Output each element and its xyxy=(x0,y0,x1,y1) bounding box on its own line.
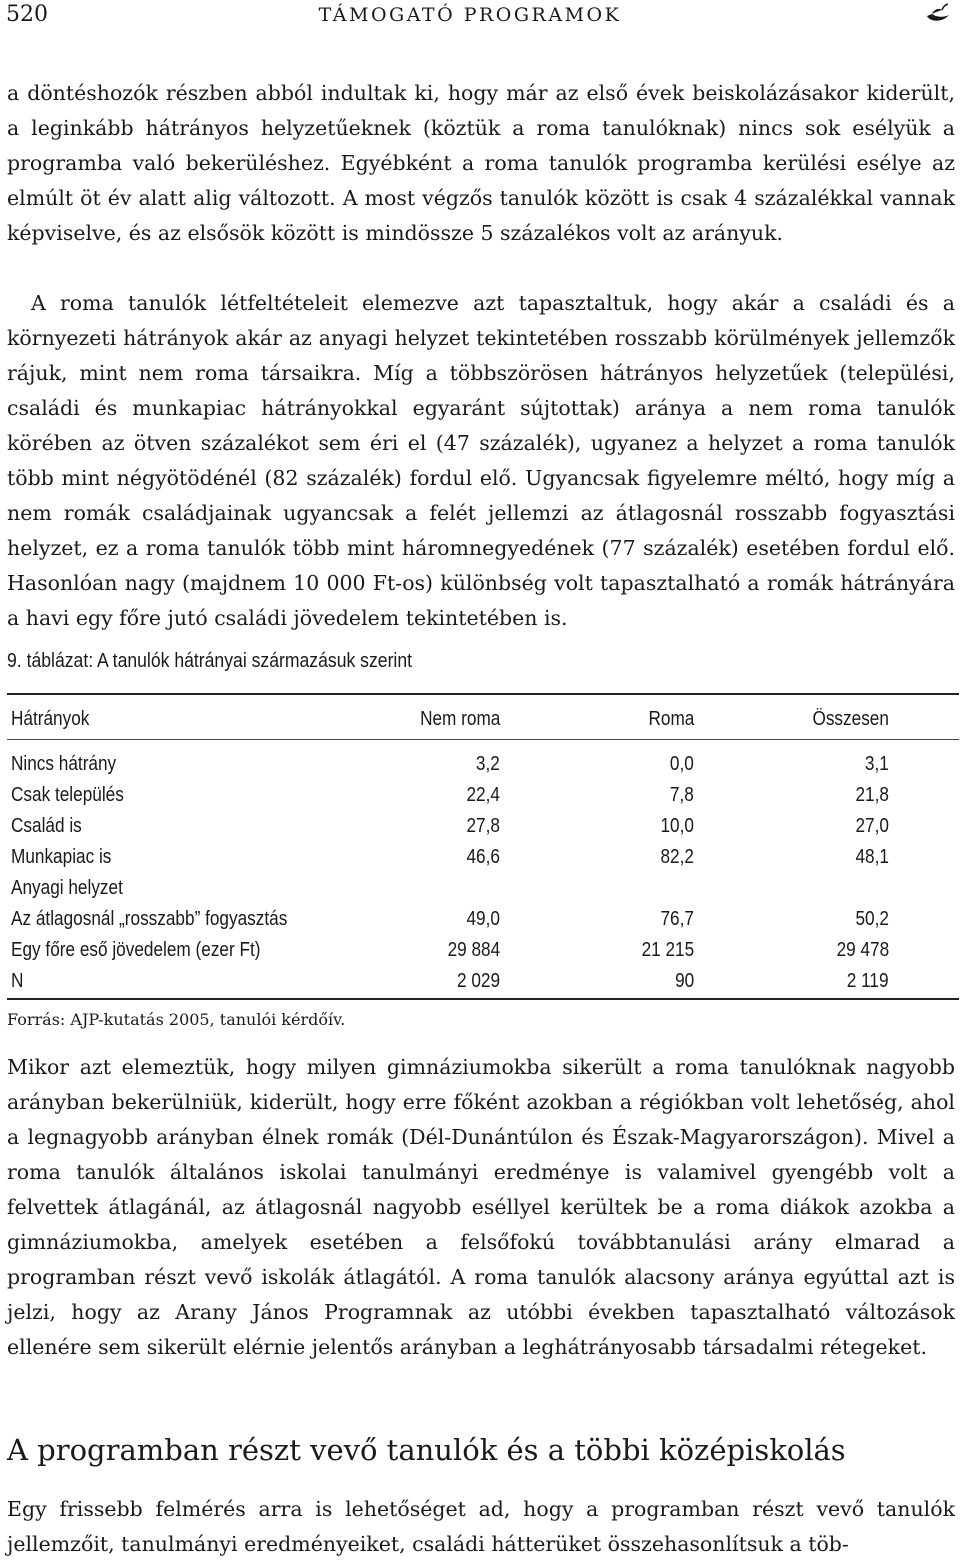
cell-value: 50,2 xyxy=(855,908,889,930)
cell-value: 3,1 xyxy=(865,753,889,775)
cell-value: 22,4 xyxy=(466,784,500,806)
table-header-row xyxy=(7,695,959,739)
row-label: N xyxy=(11,970,24,992)
running-head: TÁMOGATÓ PROGRAMOK xyxy=(318,4,622,26)
table-row xyxy=(7,901,959,932)
cell-value: 10,0 xyxy=(660,815,694,837)
row-label: Nincs hátrány xyxy=(11,753,117,775)
cell-value: 29 884 xyxy=(447,939,500,961)
section-heading: A programban részt vevő tanulók és a többi középiskolás xyxy=(7,1433,846,1467)
page-header xyxy=(6,0,954,30)
cell-value: 90 xyxy=(674,970,694,992)
row-label: Anyagi helyzet xyxy=(11,877,123,899)
body-paragraph-1: a döntéshozók részben abból indultak ki, hogy már az első évek beiskolázásakor kiderült, a leginkább hátrányos helyzetűeknek (köztük a roma tanulóknak) nincs sok esélyük a programba való bekerüléshez. Egyébként a roma tanulók programba kerülési esélye az elmúlt öt év alatt alig változott. A most végzős tanulók között is csak 4 százalékkal vannak képviselve, és az elsősök között is mindössze 5 százalékos volt az arányuk. xyxy=(7,81,955,245)
page-number: 520 xyxy=(6,2,48,27)
cell-value: 29 478 xyxy=(836,939,889,961)
cell-value: 2 119 xyxy=(847,970,889,992)
cell-value: 82,2 xyxy=(660,846,694,868)
cell-value: 2 029 xyxy=(456,970,500,992)
header-cell: Hátrányok xyxy=(11,708,90,730)
body-paragraph-2: A roma tanulók létfeltételeit elemezve azt tapasztaltuk, hogy akár a családi és a környezeti hátrányok akár az anyagi helyzet tekintetében rosszabb körülmények jellemzők rájuk, mint nem roma társaikra. Míg a többszörösen hátrányos helyzetűek (települési, családi és munkapiac hátrányokkal egyaránt sújtottak) aránya a nem roma tanulók körében az ötven százalékot sem éri el (47 százalék), ugyanez a helyzet a roma tanulók több mint négyötödénél (82 százalék) fordul elő. Ugyancsak figyelemre méltó, hogy míg a nem romák családjainak ugyancsak a felét jellemzi az átlagosnál rosszabb fogyasztási helyzet, ez a roma tanulók több mint háromnegyedének (77 százalék) esetében fordul elő. Hasonlóan nagy (majdnem 10 000 Ft-os) különbség volt tapasztalható a romák hátrányára a havi egy főre jutó családi jövedelem tekintetében is. xyxy=(7,291,955,630)
cell-value: 7,8 xyxy=(670,784,694,806)
cell-value: 48,1 xyxy=(855,846,889,868)
table-bottom-rule xyxy=(7,998,959,1000)
cell-value: 3,2 xyxy=(476,753,500,775)
cell-value: 49,0 xyxy=(466,908,500,930)
table-row xyxy=(7,870,959,901)
table-caption: 9. táblázat: A tanulók hátrányai származásuk szerint xyxy=(7,650,413,672)
cell-value: 27,0 xyxy=(855,815,889,837)
cell-value: 21 215 xyxy=(641,939,694,961)
cell-value: 0,0 xyxy=(670,753,694,775)
cell-value: 76,7 xyxy=(660,908,694,930)
data-table xyxy=(7,693,959,1000)
header-cell: Összesen xyxy=(812,708,889,730)
body-paragraph-4: Egy frissebb felmérés arra is lehetőséget ad, hogy a programban részt vevő tanulók jellemzőit, tanulmányi eredményeiket, családi hátterüket összehasonlítsuk a töb- xyxy=(7,1497,955,1556)
row-label: Egy főre eső jövedelem (ezer Ft) xyxy=(11,939,261,961)
table-row xyxy=(7,963,959,994)
header-cell: Nem roma xyxy=(419,708,500,730)
body-paragraph-3: Mikor azt elemeztük, hogy milyen gimnáziumokba sikerült a roma tanulóknak nagyobb arányban bekerülniük, kiderült, hogy erre főként azokban a régiókban volt lehetőség, ahol a legnagyobb arányban élnek romák (Dél-Dunántúlon és Észak-Magyarországon). Mivel a roma tanulók általános iskolai tanulmányi eredménye is valamivel gyengébb volt a felvettek átlagánál, az átlagosnál nagyobb eséllyel kerültek be a roma diákok azokba a gimnáziumokba, amelyek esetében a felsőfokú továbbtanulási arány elmarad a programban részt vevő iskolák átlagától. A roma tanulók alacsony aránya egyúttal azt is jelzi, hogy az Arany János Programnak az utóbbi években tapasztalható változások ellenére sem sikerült elérnie jelentős arányban a leghátrányosabb társadalmi rétegeket. xyxy=(7,1055,955,1359)
table-source-note: Forrás: AJP-kutatás 2005, tanulói kérdőív. xyxy=(7,1010,346,1029)
table-row xyxy=(7,808,959,839)
cell-value: 46,6 xyxy=(466,846,500,868)
row-label: Csak település xyxy=(11,784,124,806)
table-row xyxy=(7,746,959,777)
table-row xyxy=(7,839,959,870)
row-label: Az átlagosnál „rosszabb” fogyasztás xyxy=(11,908,288,930)
table-row xyxy=(7,777,959,808)
cell-value: 27,8 xyxy=(466,815,500,837)
pepper-ornament-icon xyxy=(924,2,952,24)
table-row xyxy=(7,932,959,963)
cell-value: 21,8 xyxy=(855,784,889,806)
header-cell: Roma xyxy=(648,708,694,730)
row-label: Család is xyxy=(11,815,82,837)
row-label: Munkapiac is xyxy=(11,846,112,868)
